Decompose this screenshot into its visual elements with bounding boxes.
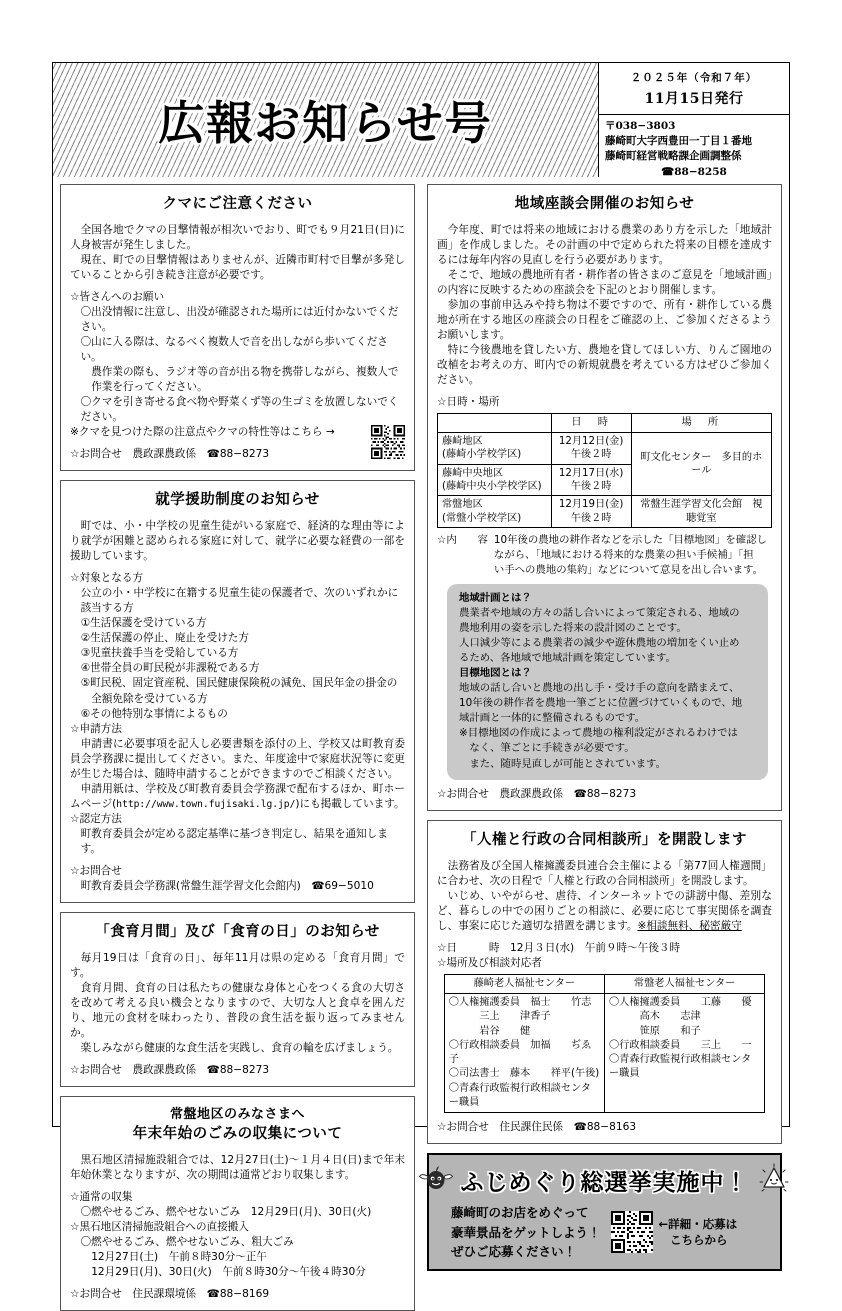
staff-line: 〇行政相談委員 加福 ぢゑ子 xyxy=(448,1039,592,1066)
jinken-paragraph-1: 法務省及び全国人権擁護委員連合会主催による「第77回人権週間」に合わせ、次の日程で「人権と行政の合同相談所」を開設します。 xyxy=(437,859,772,887)
list-item: 〇クマを引き寄せる食べ物や野菜くず等の生ゴミを放置しないでください。 xyxy=(80,396,399,424)
table-header-row xyxy=(438,414,772,432)
panel-line: るため、各地域で地域計画を策定しています。 xyxy=(459,652,676,664)
masthead xyxy=(53,63,789,177)
school-aid-cert-heading: ☆認定方法 xyxy=(70,812,122,825)
promo-body xyxy=(437,1203,772,1261)
column-header-tokiwa-center: 常盤老人福祉センター xyxy=(605,974,765,993)
area-district: (常盤小学校学区) xyxy=(442,512,522,524)
bear-contact: ☆お問合せ 農政課農政係 ☎88−8273 xyxy=(70,448,270,461)
panel-heading-chiiki-keikaku: 地域計画とは？ xyxy=(459,591,532,604)
school-aid-intro: 町では、小・中学校の児童生徒がいる家庭で、経済的な理由等により就学が困難と認められる家庭に対して、就学に必要な経費の一部を援助しています。 xyxy=(70,520,405,563)
masthead-banner xyxy=(53,63,599,177)
staff-line: 〇青森行政監視行政相談センター職員 xyxy=(448,1082,591,1108)
staff-line: 〇司法書士 藤本 祥平(午後) xyxy=(448,1068,600,1080)
apply-text-a: 申請用紙は、学校及び町教育委員会学務課で配布するほか、町ホームページ( xyxy=(70,782,405,810)
garbage-normal-heading: ☆通常の収集 xyxy=(70,1190,133,1203)
panel-line: 域計画と一体的に整備されるものです。 xyxy=(459,712,646,725)
table-header-row xyxy=(444,974,765,993)
column-header-datetime: 日 時 xyxy=(551,414,631,432)
promo-qr-area xyxy=(611,1211,738,1253)
school-aid-contact-body: 町教育委員会学務課(常盤生涯学習文化会館内) ☎69−5010 xyxy=(80,879,374,892)
panel-line: また、随時見直しが可能とされています。 xyxy=(469,757,666,770)
table-row xyxy=(444,994,765,1113)
list-item: 12月29日(月)、30日(火) 午前８時30分〜午後４時30分 xyxy=(91,1265,366,1278)
publication-title: 広報お知らせ号 xyxy=(158,96,493,150)
promo-qr-note xyxy=(659,1216,738,1248)
onigiri-mascot-icon xyxy=(757,1162,791,1198)
table-row xyxy=(438,496,772,528)
cell-area xyxy=(438,464,552,496)
meeting-date: 12月12日(金) xyxy=(558,435,624,447)
list-item: 〇出没情報に注意し、出没が確認された場所には近付かないでください。 xyxy=(80,306,399,334)
issuer-zip: 〒038−3803 xyxy=(605,120,676,132)
staff-line: 高木 志津 xyxy=(639,1011,701,1023)
bear-paragraph-2: 現在、町での目撃情報はありませんが、近隣市町村で目撃が多発していることから引き続き注意が必要です。 xyxy=(70,253,405,281)
column-header-area xyxy=(438,414,552,432)
zadankai-contact: ☆お問合せ 農政課農政係 ☎88−8273 xyxy=(437,787,637,800)
area-name: 常盤地区 xyxy=(442,499,483,511)
meeting-schedule-table xyxy=(437,413,772,528)
zadankai-content-2: ながら、「地域における将来的な農業の担い手候補」「担 xyxy=(493,549,754,562)
homepage-url[interactable]: http://www.town.fujisaki.lg.jp/ xyxy=(116,798,296,810)
cell-place: 常盤生涯学習文化会館 視聴覚室 xyxy=(631,496,771,528)
school-aid-cert-body: 町教育委員会が定める認定基準に基づき判定し、結果を通知します。 xyxy=(80,827,388,855)
garbage-contact: ☆お問合せ 住民課環境係 ☎88−8169 xyxy=(70,1287,270,1300)
garbage-intro: 黒石地区清掃施設組合では、12月27日(土)〜１月４日(日)まで年末年始休業となりますが、次の期間は通常どおり収集します。 xyxy=(70,1153,405,1181)
cell-area xyxy=(438,496,552,528)
issuer-info xyxy=(599,115,789,182)
jinken-contact: ☆お問合せ 住民課住民係 ☎88−8163 xyxy=(437,1121,637,1134)
zadankai-content-label: ☆内 容 xyxy=(437,534,488,547)
meeting-time: 午後２時 xyxy=(570,449,612,461)
list-item: 公立の小・中学校に在籍する児童生徒の保護者で、次のいずれかに xyxy=(80,587,399,600)
article-title: 「食育月間」及び「食育の日」のお知らせ xyxy=(95,923,380,940)
promo-header xyxy=(437,1161,772,1199)
shokuiku-contact: ☆お問合せ 農政課農政係 ☎88−8273 xyxy=(70,1063,270,1076)
left-column xyxy=(60,184,415,1311)
staff-line: 〇行政相談委員 三上 一 xyxy=(609,1039,752,1051)
list-item: ①生活保護を受けている方 xyxy=(80,617,207,630)
school-aid-apply-1: 申請書に必要事項を記入し必要書類を添付の上、学校又は町教育委員会学務課に提出してください。また、年度途中で家庭状況等に変更が生じた場合は、随時申請することができますのでご相談ください。 xyxy=(70,737,405,780)
panel-line: 人口減少等による農業者の減少や遊休農地の増加をくい止め xyxy=(459,636,740,649)
qr-code-bear-info[interactable] xyxy=(371,425,405,459)
list-item: 12月27日(土) 午前８時30分〜正午 xyxy=(91,1250,268,1263)
zadankai-schedule-heading: ☆日時・場所 xyxy=(437,396,500,409)
jinken-p2-note: ※相談無料、秘密厳守 xyxy=(637,919,742,932)
list-item: 〇燃やせるごみ、燃やせないごみ 12月29日(月)、30日(火) xyxy=(80,1205,372,1218)
promo-line-3: ぜひご応募ください！ xyxy=(451,1244,577,1260)
issue-year: ２０２５年（令和７年） xyxy=(630,72,758,84)
issuer-address: 藤崎町大字西豊田一丁目１番地 xyxy=(605,135,752,148)
table-row xyxy=(438,432,772,464)
panel-line: 農業者や地域の方々の話し合いによって策定される、地域の xyxy=(459,606,740,619)
zadankai-content-3: い手への農地の集約」などについて意見を出し合います。 xyxy=(493,563,764,576)
issuer-phone: ☎88−8258 xyxy=(661,165,727,178)
list-item: ③児童扶養手当を受給している方 xyxy=(80,647,239,660)
list-item: ⑥その他特別な事情によるもの xyxy=(80,707,228,720)
apply-text-b: )にも掲載しています。 xyxy=(295,797,405,810)
zadankai-content-1: 10年後の農地の耕作者などを示した「目標地図」を確認し xyxy=(493,534,767,547)
panel-line: 農地利用の姿を示した将来の設計図のことです。 xyxy=(459,621,687,634)
shokuiku-paragraph-3: 楽しみながら健康的な食生活を実践し、食育の輪を広げましょう。 xyxy=(80,1041,399,1054)
content-columns xyxy=(60,184,782,1311)
list-item: ②生活保護の停止、廃止を受けた方 xyxy=(80,632,249,645)
masthead-info xyxy=(599,63,789,177)
cell-area xyxy=(438,432,552,464)
area-district: (藤崎小学校学区) xyxy=(442,449,522,461)
issuer-department: 藤崎町経営戦略課企画調整係 xyxy=(605,150,742,163)
article-title: クマにご注意ください xyxy=(162,196,313,212)
panel-heading-mokuhyou-chizu: 目標地図とは？ xyxy=(459,667,532,680)
area-district: (藤崎中央小学校学区) xyxy=(442,481,542,493)
bear-paragraph-1: 全国各地でクマの目撃情報が相次いでおり、町でも９月21日(日)に人身被害が発生しました。 xyxy=(70,223,405,251)
meeting-date: 12月19日(金) xyxy=(558,499,624,511)
staff-line: 〇人権擁護委員 福士 竹志 xyxy=(448,997,592,1008)
staff-line: 〇青森行政監視行政相談センター職員 xyxy=(609,1054,752,1080)
cell-datetime xyxy=(551,464,631,496)
list-item: 〇燃やせるごみ、燃やせないごみ、粗大ごみ xyxy=(80,1235,294,1248)
right-column xyxy=(427,184,782,1311)
cell-datetime xyxy=(551,432,631,464)
jinken-datetime: ☆日 時 12月３日(水) 午前９時〜午後３時 xyxy=(437,941,681,954)
list-item: 作業を行ってください。 xyxy=(91,381,208,394)
bear-qr-note: ※クマを見つけた際の注意点やクマの特性等はこちら → xyxy=(70,426,335,439)
column-header-fujisaki-center: 藤崎老人福祉センター xyxy=(444,974,604,993)
list-item: ⑤町民税、固定資産税、国民健康保険税の減免、国民年金の掛金の xyxy=(80,677,398,690)
meeting-date: 12月17日(水) xyxy=(558,467,624,479)
article-title: 就学援助制度のお知らせ xyxy=(155,492,320,509)
issue-date xyxy=(599,63,789,115)
shokuiku-paragraph-1: 毎月19日は「食育の日」、毎年11月は県の定める「食育月間」です。 xyxy=(70,951,405,979)
promo-banner-fujimeguri[interactable] xyxy=(427,1153,782,1271)
info-panel-definitions xyxy=(447,584,768,780)
cell-tokiwa-staff xyxy=(605,994,765,1113)
article-human-rights-consultation xyxy=(427,820,782,1145)
meeting-time: 午後２時 xyxy=(570,481,612,493)
article-bear-warning xyxy=(60,184,415,471)
bear-request-heading: ☆皆さんへのお願い xyxy=(70,290,165,303)
panel-line: 10年後の耕作者を農地一筆ごとに位置づけていくもので、地 xyxy=(459,697,743,710)
jinken-place-heading: ☆場所及び相談対応者 xyxy=(437,956,542,969)
list-item: 該当する方 xyxy=(80,602,134,615)
article-title: 「人権と行政の合同相談所」を開設します xyxy=(462,831,747,848)
cell-datetime xyxy=(551,496,631,528)
article-community-meeting xyxy=(427,184,782,811)
article-school-aid xyxy=(60,480,415,903)
panel-line: ※目標地図の作成によって農地の権利設定がされるわけでは xyxy=(459,727,738,740)
promo-note-line-2: こちらから xyxy=(670,1233,728,1248)
article-shokuiku xyxy=(60,912,415,1087)
staff-line: 岩谷 健 xyxy=(479,1025,531,1037)
article-garbage-schedule xyxy=(60,1096,415,1311)
garbage-direct-heading: ☆黒石地区清掃施設組合への直接搬入 xyxy=(70,1220,249,1233)
issue-day: 11月15日発行 xyxy=(644,91,744,107)
list-item: 〇山に入る際は、なるべく複数人で音を出しながら歩いてください。 xyxy=(80,336,388,364)
jinken-paragraph-2 xyxy=(437,889,772,934)
consultation-staff-table xyxy=(444,974,766,1114)
cell-place: 町文化センター 多目的ホール xyxy=(631,432,771,496)
promo-note-line-1: ←詳細・応募は xyxy=(658,1217,738,1232)
apple-mascot-icon xyxy=(419,1163,453,1197)
area-name: 藤崎地区 xyxy=(442,435,483,447)
panel-line: なく、筆ごとに手続きが必要です。 xyxy=(469,742,635,755)
staff-line: 三上 津香子 xyxy=(479,1011,551,1023)
zadankai-paragraph-1: 今年度、町では将来の地域における農業のあり方を示した「地域計画」を作成しました。その計画の中で定められた将来の目標を達成するには毎年内容の見直しを行う必要があります。 xyxy=(437,223,772,266)
area-name: 藤崎中央地区 xyxy=(442,467,504,479)
cell-fujisaki-staff xyxy=(444,994,604,1113)
school-aid-target-list xyxy=(70,586,405,721)
panel-line: 地域の話し合いと農地の出し手・受け手の意向を踏まえて、 xyxy=(459,682,740,695)
school-aid-target-heading: ☆対象となる方 xyxy=(70,572,144,585)
list-item: 全額免除を受けている方 xyxy=(91,692,208,705)
school-aid-contact-heading: ☆お問合せ xyxy=(70,864,122,877)
promo-title: ふじめぐり総選挙実施中！ xyxy=(460,1169,749,1196)
school-aid-apply-heading: ☆申請方法 xyxy=(70,722,122,735)
promo-line-2: 豪華景品をゲットしよう！ xyxy=(451,1224,601,1240)
staff-line: 〇人権擁護委員 工藤 優 xyxy=(609,997,752,1008)
meeting-time: 午後２時 xyxy=(570,512,612,524)
article-subtitle: 常盤地区のみなさまへ xyxy=(169,1107,305,1122)
zadankai-paragraph-4: 特に今後農地を貸したい方、農地を貸してほしい方、りんご園地の改植をお考えの方、町内での新規就農を考えている方はぜひご参加ください。 xyxy=(437,344,772,387)
list-item: ④世帯全員の町民税が非課税である方 xyxy=(80,662,260,675)
zadankai-paragraph-3: 参加の事前申込みや持ち物は不要ですので、所有・耕作している農地が所在する地区の座談会の日程をご確認の上、ご参加くださるようお願いします。 xyxy=(437,299,772,342)
zadankai-paragraph-2: そこで、地域の農地所有者・耕作者の皆さまのご意見を「地域計画」の内容に反映するための座談会を下記のとおり開催します。 xyxy=(437,268,772,296)
shokuiku-paragraph-2: 食育月間、食育の日は私たちの健康な身体と心をつくる食の大切さを改めて考える良い機会となりますので、大切な人と食卓を囲んだり、地元の食材を味わったり、普段の食生活を振り返ってみませんか。 xyxy=(70,981,405,1039)
article-title: 地域座談会開催のお知らせ xyxy=(514,196,695,212)
promo-line-1: 藤崎町のお店をめぐって xyxy=(451,1205,589,1221)
article-main-title: 年末年始のごみの収集について xyxy=(132,1125,343,1142)
list-item: 農作業の際も、ラジオ等の音が出る物を携帯しながら、複数人で xyxy=(91,366,399,379)
qr-code-promo-entry[interactable] xyxy=(611,1211,653,1253)
staff-line: 笹原 和子 xyxy=(639,1025,701,1037)
column-header-place: 場 所 xyxy=(631,414,771,432)
jinken-p2-text: いじめ、いやがらせ、虐待、インターネットでの誹謗中傷、差別など、暮らしの中での困りごとの相談に、必要に応じて事実関係を調査し、事案に応じた適切な措置を講じます。 xyxy=(437,889,772,932)
bear-request-list xyxy=(70,305,405,425)
school-aid-apply-2 xyxy=(70,782,405,812)
article-title xyxy=(70,1107,405,1144)
promo-text-lines xyxy=(451,1203,601,1261)
